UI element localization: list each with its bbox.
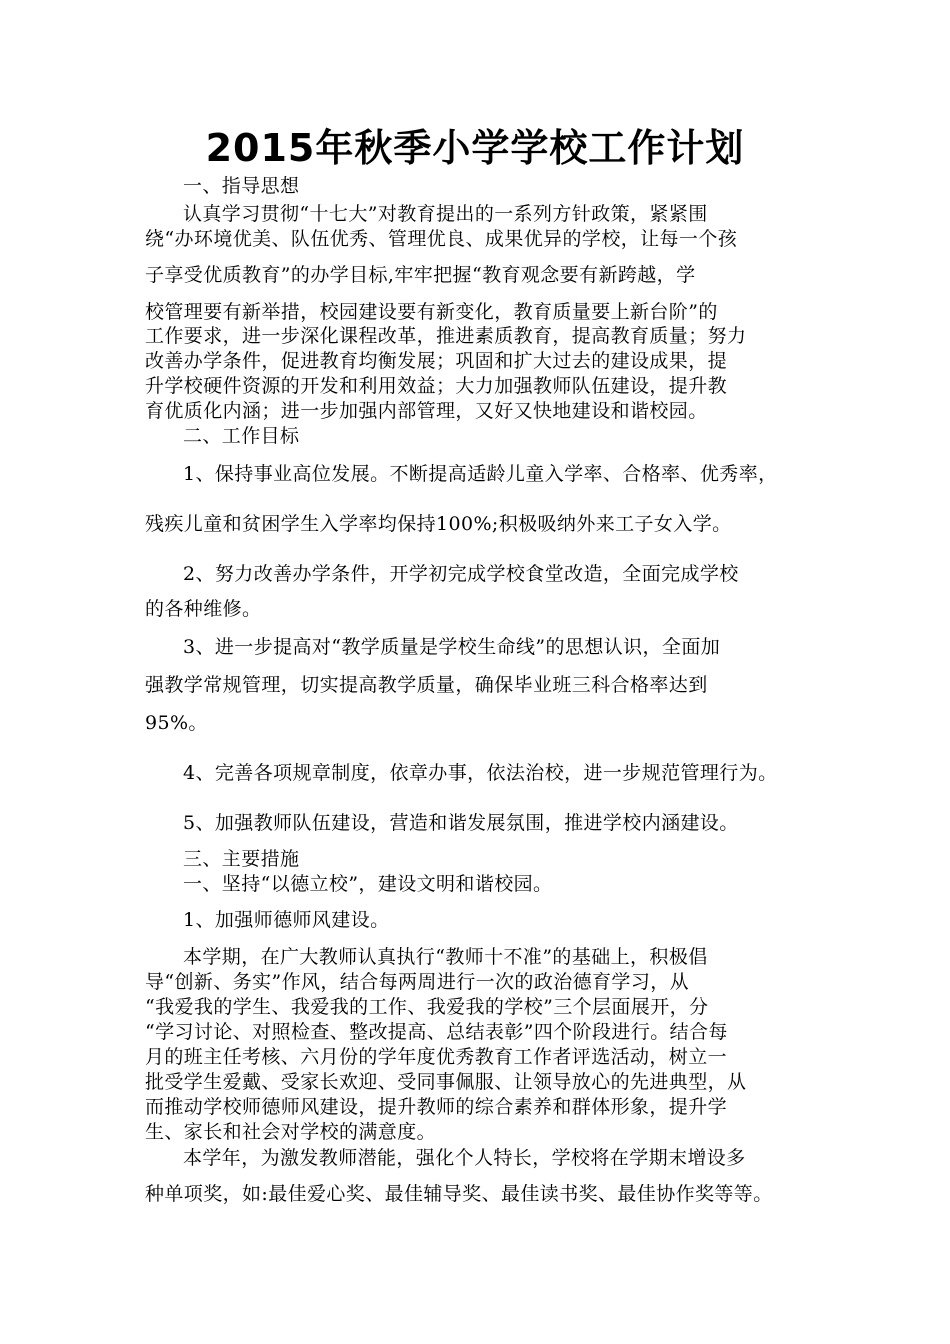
goal-line: 强教学常规管理，切实提高教学质量，确保毕业班三科合格率达到	[145, 674, 708, 696]
paragraph-line: 绕“办环境优美、队伍优秀、管理优良、成果优异的学校，让每一个孩	[145, 228, 738, 250]
paragraph-line: 生、家长和社会对学校的满意度。	[145, 1121, 437, 1143]
paragraph-line: 子享受优质教育”的办学目标,牢牢把握“教育观念要有新跨越，学	[145, 264, 696, 286]
goal-line: 的各种维修。	[145, 598, 262, 620]
paragraph-line: “学习讨论、对照检查、整改提高、总结表彰”四个阶段进行。结合每	[145, 1021, 728, 1043]
paragraph-line: 改善办学条件，促进教育均衡发展；巩固和扩大过去的建设成果，提	[145, 350, 728, 372]
paragraph-line: 导“创新、务实”作风，结合每两周进行一次的政治德育学习，从	[145, 971, 690, 993]
goal-line: 5、加强教师队伍建设，营造和谐发展氛围，推进学校内涵建设。	[183, 812, 739, 834]
paragraph-line: 而推动学校师德师风建设，提升教师的综合素养和群体形象，提升学	[145, 1096, 728, 1118]
paragraph-line: 校管理要有新举措，校园建设要有新变化，教育质量要上新台阶”的	[145, 301, 718, 323]
paragraph-line: 育优质化内涵；进一步加强内部管理，又好又快地建设和谐校园。	[145, 400, 708, 422]
subsection-heading: 1、加强师德师风建设。	[183, 909, 390, 931]
paragraph-line: 认真学习贯彻“十七大”对教育提出的一系列方针政策，紧紧围	[183, 203, 708, 225]
paragraph-line: “我爱我的学生、我爱我的工作、我爱我的学校”三个层面展开，分	[145, 996, 709, 1018]
paragraph-line: 月的班主任考核、六月份的学年度优秀教育工作者评选活动，树立一	[145, 1046, 728, 1068]
section-heading-guiding-ideology: 一、指导思想	[183, 175, 300, 197]
section-heading-work-goals: 二、工作目标	[183, 425, 300, 447]
paragraph-line: 本学年，为激发教师潜能，强化个人特长，学校将在学期末增设多	[183, 1147, 746, 1169]
goal-line: 95%。	[145, 712, 208, 734]
paragraph-line: 工作要求，进一步深化课程改革，推进素质教育，提高教育质量；努力	[145, 325, 747, 347]
goal-line: 4、完善各项规章制度，依章办事，依法治校，进一步规范管理行为。	[183, 762, 778, 784]
paragraph-line: 批受学生爱戴、受家长欢迎、受同事佩服、让领导放心的先进典型，从	[145, 1071, 747, 1093]
paragraph-line: 本学期，在广大教师认真执行“教师十不准”的基础上，积极倡	[183, 946, 708, 968]
subsection-heading: 一、坚持“以德立校”，建设文明和谐校园。	[183, 873, 553, 895]
goal-line: 残疾儿童和贫困学生入学率均保持100%;积极吸纳外来工子女入学。	[145, 513, 732, 535]
paragraph-line: 升学校硬件资源的开发和利用效益；大力加强教师队伍建设，提升教	[145, 375, 728, 397]
goal-line: 1、保持事业高位发展。不断提高适龄儿童入学率、合格率、优秀率，	[183, 463, 778, 485]
document-title: 2015年秋季小学学校工作计划	[205, 126, 745, 170]
goal-line: 3、进一步提高对“教学质量是学校生命线”的思想认识，全面加	[183, 636, 721, 658]
goal-line: 2、努力改善办学条件，开学初完成学校食堂改造，全面完成学校	[183, 563, 739, 585]
section-heading-main-measures: 三、主要措施	[183, 848, 300, 870]
paragraph-line: 种单项奖，如:最佳爱心奖、最佳辅导奖、最佳读书奖、最佳协作奖等等。	[145, 1183, 773, 1205]
